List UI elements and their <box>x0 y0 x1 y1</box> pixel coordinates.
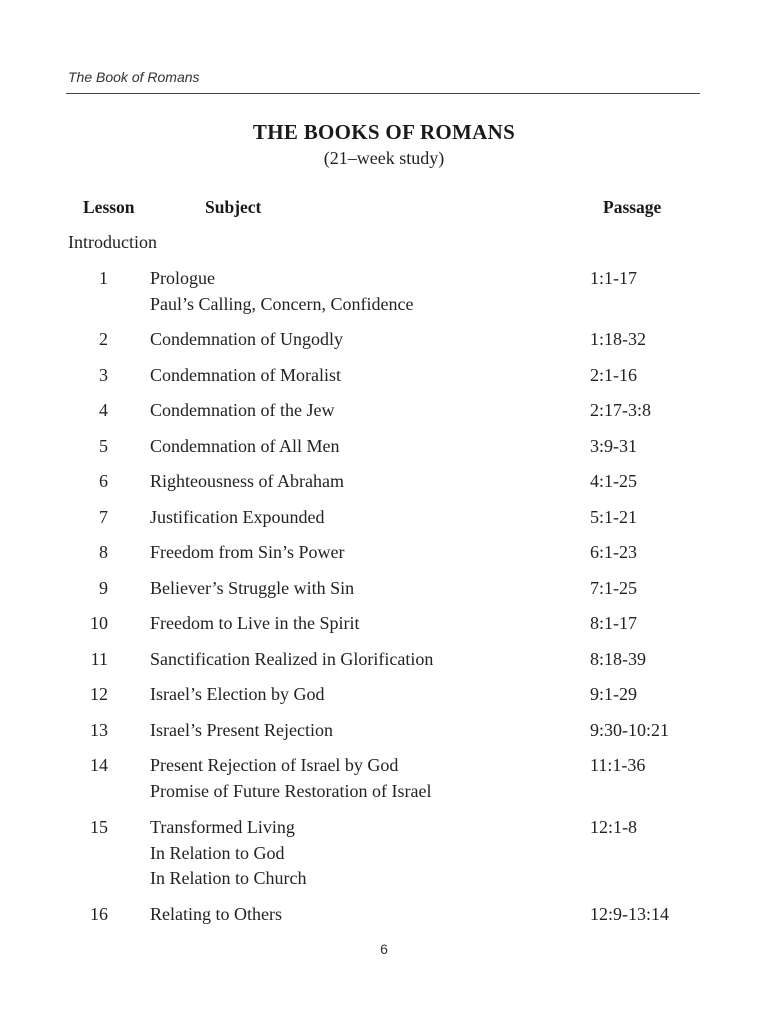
lesson-passage: 11:1-36 <box>590 755 646 775</box>
lesson-number: 1 <box>99 268 108 288</box>
lesson-subject <box>150 753 580 804</box>
page-subtitle: (21–week study) <box>323 148 445 168</box>
lesson-passage: 5:1-21 <box>590 507 637 527</box>
lesson-number: 4 <box>99 400 108 420</box>
lesson-number: 10 <box>90 613 108 633</box>
running-header: The Book of Romans <box>68 69 200 85</box>
lesson-subject-line: Freedom to Live in the Spirit <box>150 613 360 633</box>
lesson-passage: 9:1-29 <box>590 684 637 704</box>
lesson-subject-line: In Relation to God <box>150 842 285 863</box>
lesson-passage: 8:18-39 <box>590 649 646 669</box>
lesson-number: 7 <box>99 507 108 527</box>
lesson-subject-line: Promise of Future Restoration of Israel <box>150 780 432 801</box>
lesson-subject-line: Sanctification Realized in Glorification <box>150 649 434 669</box>
lesson-subject <box>150 327 580 353</box>
lesson-passage: 6:1-23 <box>590 542 637 562</box>
column-header-subject: Subject <box>205 197 262 217</box>
page-title: THE BOOKS OF ROMANS <box>252 120 516 144</box>
lesson-passage: 2:1-16 <box>590 365 637 385</box>
lesson-number: 12 <box>90 684 108 704</box>
lesson-subject-line: Righteousness of Abraham <box>150 471 344 491</box>
column-header-lesson: Lesson <box>83 197 135 217</box>
lesson-passage: 7:1-25 <box>590 578 637 598</box>
lesson-passage: 8:1-17 <box>590 613 637 633</box>
lesson-passage: 12:1-8 <box>590 817 637 837</box>
lesson-subject-line: Israel’s Present Rejection <box>150 720 333 740</box>
lesson-number: 13 <box>90 720 108 740</box>
lesson-number: 14 <box>90 755 108 775</box>
lesson-passage: 9:30-10:21 <box>590 720 669 740</box>
lesson-number: 2 <box>99 329 108 349</box>
lesson-subject-line: Justification Expounded <box>150 507 325 527</box>
lesson-passage: 12:9-13:14 <box>590 904 669 924</box>
lesson-passage: 3:9-31 <box>590 436 637 456</box>
lesson-passage: 1:1-17 <box>590 268 637 288</box>
lesson-subject-line: Present Rejection of Israel by God <box>150 755 399 775</box>
lesson-passage: 1:18-32 <box>590 329 646 349</box>
lesson-subject-line: Condemnation of All Men <box>150 436 340 456</box>
lesson-subject <box>150 363 580 389</box>
lesson-subject-line: Believer’s Struggle with Sin <box>150 578 355 598</box>
lesson-number: 5 <box>99 436 108 456</box>
lesson-subject <box>150 682 580 708</box>
lesson-subject-line: Relating to Others <box>150 904 282 924</box>
lesson-subject-line: Freedom from Sin’s Power <box>150 542 345 562</box>
introduction-label: Introduction <box>68 232 157 252</box>
lesson-subject-line: Condemnation of Moralist <box>150 365 341 385</box>
lesson-number: 3 <box>99 365 108 385</box>
page-number: 6 <box>380 941 388 957</box>
lesson-subject <box>150 434 580 460</box>
lesson-subject-line: Prologue <box>150 268 215 288</box>
lesson-subject <box>150 611 580 637</box>
lesson-subject <box>150 647 580 673</box>
lesson-subject <box>150 398 580 424</box>
lesson-number: 16 <box>90 904 108 924</box>
lesson-subject-line: Condemnation of Ungodly <box>150 329 343 349</box>
lesson-number: 8 <box>99 542 108 562</box>
lesson-passage: 4:1-25 <box>590 471 637 491</box>
lesson-subject <box>150 718 580 744</box>
lesson-subject <box>150 266 580 317</box>
lesson-subject <box>150 540 580 566</box>
lesson-number: 11 <box>90 649 108 669</box>
lesson-subject <box>150 815 580 892</box>
lesson-subject-line: Paul’s Calling, Concern, Confidence <box>150 293 414 314</box>
header-rule <box>66 93 700 94</box>
lesson-number: 6 <box>99 471 108 491</box>
lesson-subject-line: In Relation to Church <box>150 868 307 888</box>
lesson-number: 15 <box>90 817 108 837</box>
lesson-subject-line: Transformed Living <box>150 817 295 837</box>
lesson-subject <box>150 469 580 495</box>
column-header-passage: Passage <box>603 197 662 217</box>
lesson-subject-line: Israel’s Election by God <box>150 684 325 704</box>
lesson-subject <box>150 902 580 928</box>
lesson-subject-line: Condemnation of the Jew <box>150 400 335 420</box>
lesson-subject <box>150 576 580 602</box>
lesson-passage: 2:17-3:8 <box>590 400 651 420</box>
lesson-number: 9 <box>99 578 108 598</box>
lesson-subject <box>150 505 580 531</box>
